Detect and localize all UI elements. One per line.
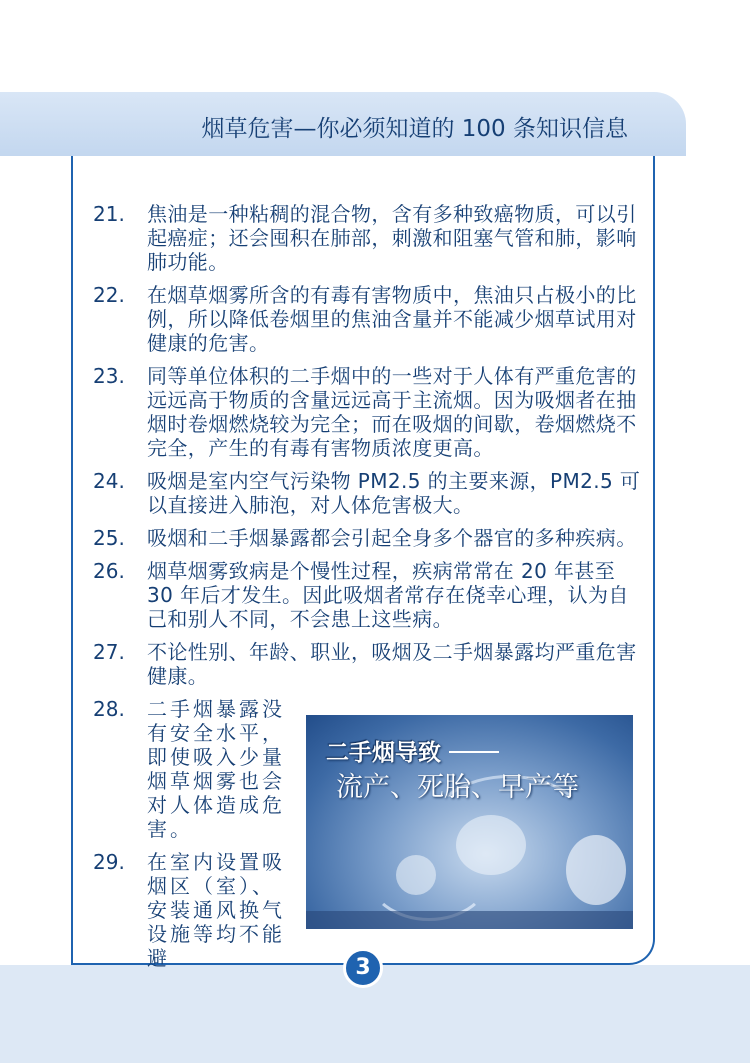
item-text: 吸烟是室内空气污染物 PM2.5 的主要来源，PM2.5 可以直接进入肺泡，对人体危害极大。 bbox=[147, 469, 641, 517]
item-text: 二手烟暴露没有安全水平，即使吸入少量烟草烟雾也会对人体造成危害。 bbox=[147, 697, 285, 841]
photo-caption-title: 二手烟导致 bbox=[326, 740, 441, 766]
item-number: 21. bbox=[93, 202, 125, 226]
list-item bbox=[93, 640, 643, 688]
list-item bbox=[93, 283, 643, 355]
item-number: 26. bbox=[93, 559, 125, 583]
item-text: 焦油是一种粘稠的混合物，含有多种致癌物质，可以引起癌症；还会囤积在肺部，刺激和阻塞气管和肺，影响肺功能。 bbox=[147, 202, 637, 274]
photo-tube bbox=[366, 825, 492, 921]
list-item bbox=[93, 202, 643, 274]
photo-caption-subtitle: 流产、死胎、早产等 bbox=[336, 772, 579, 803]
item-text: 烟草烟雾致病是个慢性过程，疾病常常在 20 年甚至 30 年后才发生。因此吸烟者常存在侥幸心理，认为自己和别人不同，不会患上这些病。 bbox=[147, 559, 629, 631]
item-text: 同等单位体积的二手烟中的一些对于人体有严重危害的远远高于物质的含量远远高于主流烟。因为吸烟者在抽烟时卷烟燃烧较为完全；而在吸烟的间歇，卷烟燃烧不完全，产生的有毒有害物质浓度更高。 bbox=[147, 364, 637, 460]
caption-dash bbox=[449, 751, 499, 753]
item-text: 不论性别、年龄、职业，吸烟及二手烟暴露均严重危害健康。 bbox=[147, 640, 637, 688]
page-title: 烟草危害—你必须知道的 100 条知识信息 bbox=[201, 116, 628, 142]
item-number: 25. bbox=[93, 526, 125, 550]
item-text: 在烟草烟雾所含的有毒有害物质中，焦油只占极小的比例，所以降低卷烟里的焦油含量并不能减少烟草试用对健康的危害。 bbox=[147, 283, 637, 355]
header-band bbox=[0, 92, 686, 156]
item-number: 23. bbox=[93, 364, 125, 388]
photo-shadow bbox=[306, 911, 633, 929]
list-item bbox=[93, 364, 643, 460]
infant-photo bbox=[306, 715, 633, 929]
list-item bbox=[93, 469, 643, 517]
list-item bbox=[93, 559, 643, 631]
item-text: 在室内设置吸烟区（室）、安装通风换气设施等均不能避 bbox=[147, 850, 285, 970]
item-number: 27. bbox=[93, 640, 125, 664]
list-item bbox=[93, 526, 643, 550]
item-text: 吸烟和二手烟暴露都会引起全身多个器官的多种疾病。 bbox=[147, 526, 637, 550]
item-number: 29. bbox=[93, 850, 125, 874]
item-number: 28. bbox=[93, 697, 125, 721]
item-number: 22. bbox=[93, 283, 125, 307]
page-number: 3 bbox=[343, 948, 383, 988]
item-number: 24. bbox=[93, 469, 125, 493]
